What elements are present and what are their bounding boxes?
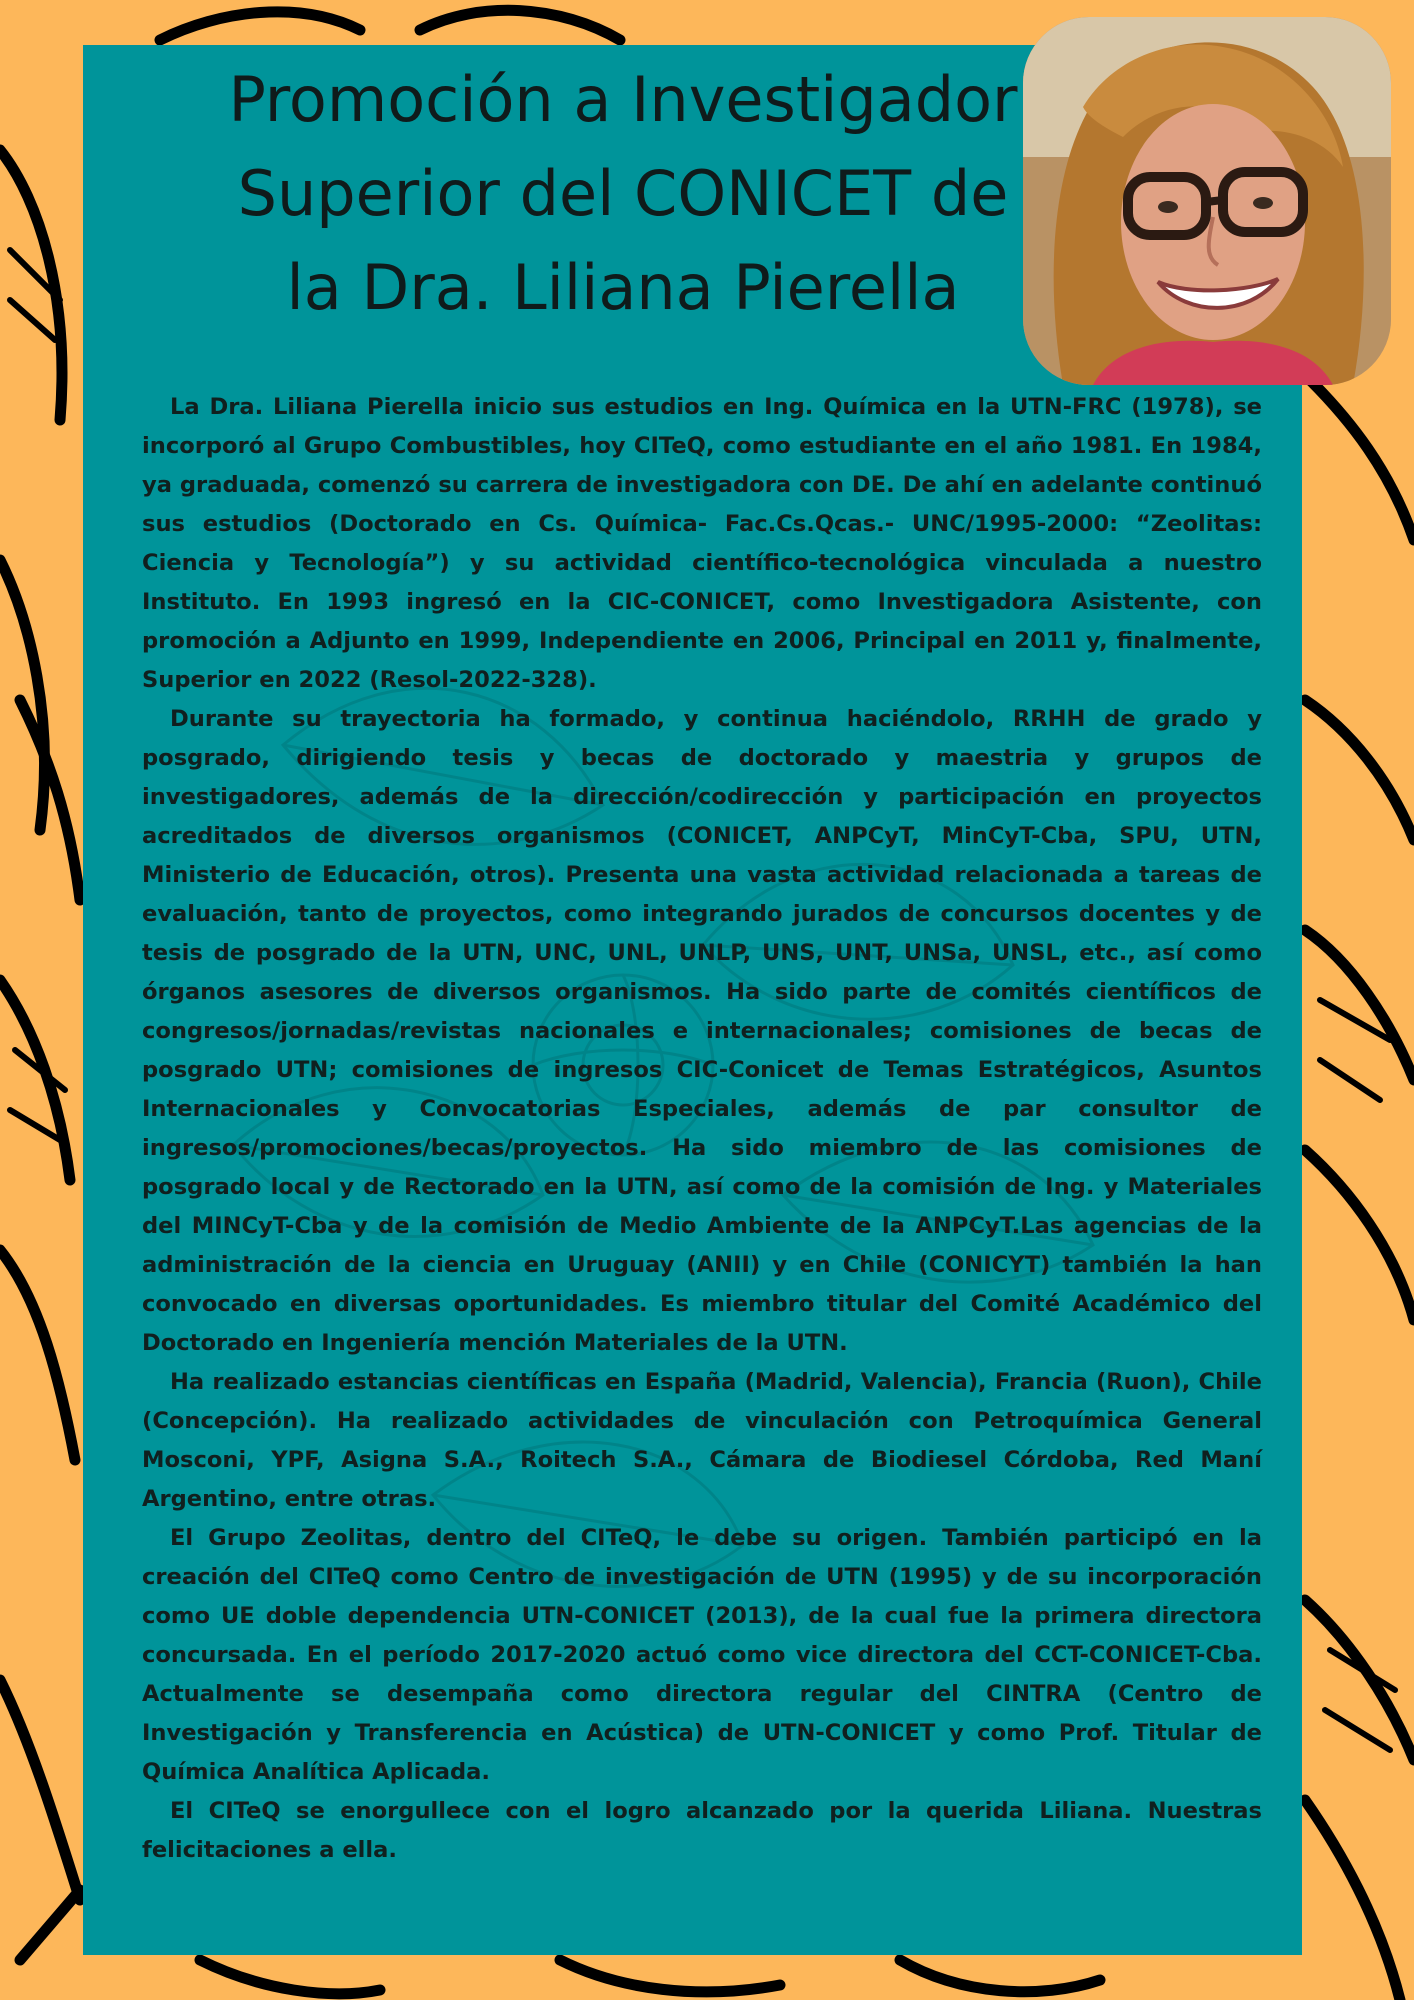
page-title <box>123 53 1123 335</box>
portrait-illustration <box>1023 17 1391 385</box>
article-body <box>142 388 1262 1870</box>
title-line-3: la Dra. Liliana Pierella <box>286 251 960 324</box>
portrait-photo <box>1023 17 1391 385</box>
paragraph-career-start: La Dra. Liliana Pierella inicio sus estudios en Ing. Química en la UTN-FRC (1978), se incorporó al Grupo Combustibles, hoy CITeQ, como estudiante en el año 1981. En 1984, ya graduada, comenzó su carrera de investigadora con DE. De ahí en adelante continuó sus estudios (Doctorado en Cs. Química- Fac.Cs.Qcas.- UNC/1995-2000: “Zeolitas: Ciencia y Tecnología”) y su actividad científico-tecnológica vinculada a nuestro Instituto. En 1993 ingresó en la CIC-CONICET, como Investigadora Asistente, con promoción a Adjunto en 1999, Independiente en 2006, Principal en 2011 y, finalmente, Superior en 2022 (Resol-2022-328). <box>142 394 1262 693</box>
paragraph-trajectory: Durante su trayectoria ha formado, y continua haciéndolo, RRHH de grado y posgrado, dirigiendo tesis y becas de doctorado y maestria y grupos de investigadores, además de la dirección/codirección y participación en proyectos acreditados de diversos organismos (CONICET, ANPCyT, MinCyT-Cba, SPU, UTN, Ministerio de Educación, otros). Presenta una vasta actividad relacionada a tareas de evaluación, tanto de proyectos, como integrando jurados de concursos docentes y de tesis de posgrado de la UTN, UNC, UNL, UNLP, UNS, UNT, UNSa, UNSL, etc., así como órganos asesores de diversos organismos. Ha sido parte de comités científicos de congresos/jornadas/revistas nacionales e internacionales; comisiones de becas de posgrado UTN; comisiones de ingresos CIC-Conicet de Temas Estratégicos, Asuntos Internacionales y Convocatorias Especiales, además de par consultor de ingresos/promociones/becas/proyectos. Ha sido miembro de las comisiones de posgrado local y de Rectorado en la UTN, así como de la comisión de Ing. y Materiales del MINCyT-Cba y de la comisión de Medio Ambiente de la ANPCyT.Las agencias de la administración de la ciencia en Uruguay (ANII) y en Chile (CONICYT) también la han convocado en diversas oportunidades. Es miembro titular del Comité Académico del Doctorado en Ingeniería mención Materiales de la UTN. <box>142 706 1262 1356</box>
title-line-1: Promoción a Investigador <box>228 63 1018 136</box>
paragraph-citeq-origin: El Grupo Zeolitas, dentro del CITeQ, le debe su origen. También participó en la creación del CITeQ como Centro de investigación de UTN (1995) y de su incorporación como UE doble dependencia UTN-CONICET (2013), de la cual fue la primera directora concursada. En el período 2017-2020 actuó como vice directora del CCT-CONICET-Cba. Actualmente se desempaña como directora regular del CINTRA (Centro de Investigación y Transferencia en Acústica) de UTN-CONICET y como Prof. Titular de Química Analítica Aplicada. <box>142 1525 1262 1785</box>
title-line-2: Superior del CONICET de <box>237 157 1009 230</box>
paragraph-stays-and-links: Ha realizado estancias científicas en España (Madrid, Valencia), Francia (Ruon), Chile (Concepción). Ha realizado actividades de vinculación con Petroquímica General Mosconi, YPF, Asigna S.A., Roitech S.A., Cámara de Biodiesel Córdoba, Red Maní Argentino, entre otras. <box>142 1369 1262 1512</box>
paragraph-congratulations: El CITeQ se enorgullece con el logro alcanzado por la querida Liliana. Nuestras felicitaciones a ella. <box>142 1798 1262 1863</box>
